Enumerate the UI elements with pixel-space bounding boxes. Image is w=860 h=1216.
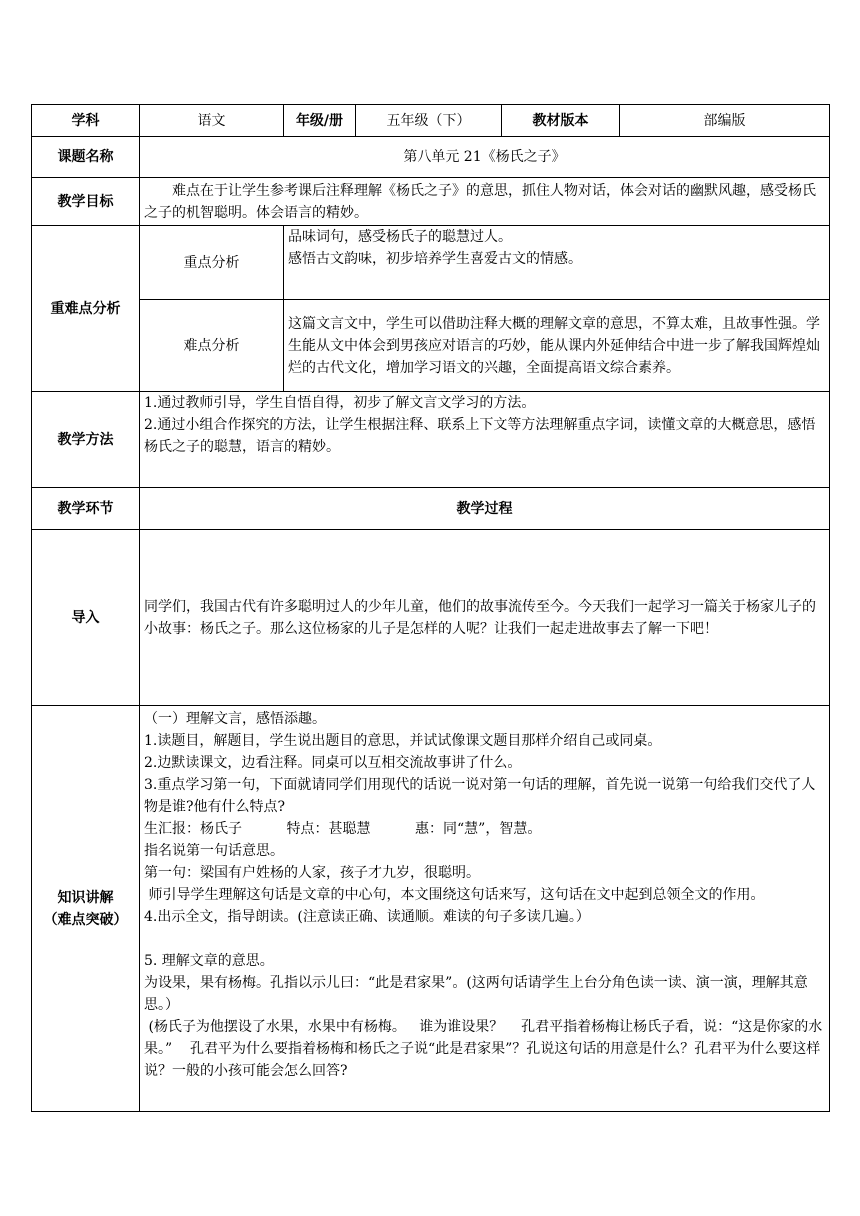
lesson-plan-table [31,104,830,1112]
grade-value: 五年级（下） [356,105,502,137]
intro-label: 导入 [32,530,140,706]
knowledge-line: 师引导学生理解这句话是文章的中心句，本文围绕这句话来写，这句话在文中起到总领全文的作用。 [144,887,765,903]
analysis-label: 重难点分析 [32,226,140,392]
difficult-analysis-cell [284,300,830,392]
method-line: 1.通过教师引导，学生自悟自得，初步了解文言文学习的方法。 [144,395,536,411]
knowledge-line: 1.读题目，解题目，学生说出题目的意思，并试试像课文题目那样介绍自己或同桌。 [144,733,662,749]
header-row [32,105,830,137]
knowledge-label-line1: 知识讲解 [57,889,114,906]
key-analysis-line: 感悟古文韵味，初步培养学生喜爱古文的情感。 [288,251,582,267]
knowledge-line: 5. 理解文章的意思。 [144,953,274,969]
difficult-analysis-label: 难点分析 [140,300,284,392]
subject-label: 学科 [32,105,140,137]
method-line: 2.通过小组合作探究的方法，让学生根据注释、联系上下文等方法理解重点字词，读懂文章的大概意思，感悟杨氏之子的聪慧，语言的精妙。 [144,417,816,455]
lesson-title: 第八单元 21《杨氏之子》 [140,137,830,178]
goal-label: 教学目标 [32,178,140,226]
knowledge-line: 4.出示全文，指导朗读。(注意读正确、读通顺。难读的句子多读几遍。） [144,909,590,925]
goal-row [32,178,830,226]
intro-text: 同学们，我国古代有许多聪明过人的少年儿童，他们的故事流传至今。今天我们一起学习一篇关于杨家儿子的小故事：杨氏之子。那么这位杨家的儿子是怎样的人呢？让我们一起走进故事去了解一下吧！ [144,598,816,637]
knowledge-line: (杨氏子为他摆设了水果，水果中有杨梅。 谁为谁设果？ 孔君平指着杨梅让杨氏子看，说：“这是你家的水果。” 孔君平为什么要指着杨梅和杨氏之子说“此是君家果”？孔说这句话的用意是什么？孔君平为什么要这样说？一般的小孩可能会怎么回答? [144,1019,823,1079]
intro-row [32,530,830,706]
knowledge-line: 生汇报：杨氏子 特点：甚聪慧 惠：同“慧”，智慧。 [144,821,542,837]
knowledge-label-line2: （难点突破） [43,911,128,928]
key-analysis-row [32,226,830,300]
knowledge-row [32,706,830,1112]
edition-value: 部编版 [620,105,830,137]
method-row [32,392,830,488]
section-label: 教学环节 [32,488,140,530]
knowledge-line: 为设果，果有杨梅。孔指以示儿曰：“此是君家果”。(这两句话请学生上台分角色读一读、演一演，理解其意思。） [144,975,808,1013]
knowledge-cell [140,706,830,1112]
key-analysis-label: 重点分析 [140,226,284,300]
method-cell [140,392,830,488]
subject-value: 语文 [140,105,284,137]
intro-cell [140,530,830,706]
title-row [32,137,830,178]
knowledge-line: 指名说第一句话意思。 [144,843,284,859]
difficult-analysis-text: 这篇文言文中，学生可以借助注释大概的理解文章的意思，不算太难，且故事性强。学生能从文中体会到男孩应对语言的巧妙，能从课内外延伸结合中进一步了解我国辉煌灿烂的古代文化，增加学习语文的兴趣，全面提高语文综合素养。 [288,315,820,376]
section-title: 教学过程 [140,488,830,530]
knowledge-line: 2.边默读课文，边看注释。同桌可以互相交流故事讲了什么。 [144,755,522,771]
grade-label: 年级/册 [284,105,356,137]
title-label: 课题名称 [32,137,140,178]
knowledge-label [32,706,140,1112]
key-analysis-line: 品味词句，感受杨氏子的聪慧过人。 [288,229,512,245]
edition-label: 教材版本 [502,105,620,137]
method-label: 教学方法 [32,392,140,488]
knowledge-line: 3.重点学习第一句，下面就请同学们用现代的话说一说对第一句话的理解，首先说一说第一句给我们交代了人物是谁?他有什么特点? [144,777,816,815]
knowledge-blank-line [144,928,825,950]
key-analysis-cell [284,226,830,300]
knowledge-line: （一）理解文言，感悟添趣。 [144,711,326,727]
knowledge-line: 第一句：梁国有户姓杨的人家，孩子才九岁，很聪明。 [144,865,480,881]
section-header-row [32,488,830,530]
goal-text: 难点在于让学生参考课后注释理解《杨氏之子》的意思，抓住人物对话，体会对话的幽默风趣，感受杨氏之子的机智聪明。体会语言的精妙。 [144,182,816,221]
goal-cell [140,178,830,226]
difficult-analysis-row [32,300,830,392]
